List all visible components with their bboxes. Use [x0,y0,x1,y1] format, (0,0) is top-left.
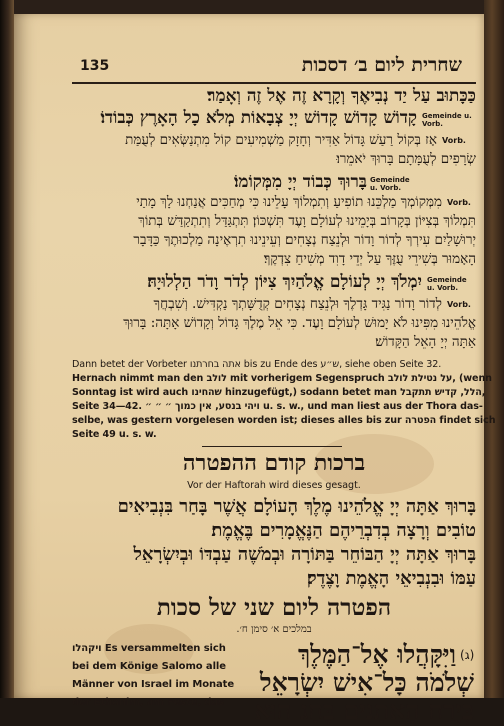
instruction-line: Sonntag ist wird auch שהחינו hinzugefügt,) sodann betet man הלל, קדיש תתקבל, [72,387,486,398]
running-head: שחרית ליום ב׳ דסכות [301,54,462,76]
speaker-label: Vorb. [442,136,466,145]
instruction-line: Seite 49 u. s. w. [72,429,157,440]
speaker-label: Gemeinde u. Vorb. [370,176,410,192]
kedushah-line: בָּרוּךְ כְּבוֹד יְיָ מִמְּקוֹמוֹ׃ [234,172,367,192]
header-rule [72,82,476,84]
page-sheet [14,14,496,725]
kedushah-line: לְדוֹר וָדוֹר נַגִּיד גָּדְלֶךָ וּלְנֵצַח נְצָחִים קְדֻשָּׁתְךָ נַקְדִּישׁ. וְשִׁבְחֲךָ [153,296,442,312]
kedushah-line: כַּכָּתוּב עַל יַד נְבִיאֶךָ וְקָרָא זֶה אֶל זֶה וְאָמַר׃ [207,86,476,106]
blessing-line: עַמּוֹ וּבִנְבִיאֵי הָאֱמֶת וָצֶדֶק׃ [307,568,476,589]
haftarah-hebrew-line: בְּיֶרַח הָאֵתָנִים בֶּחָג הוּא [254,696,474,725]
section-rule [202,446,342,447]
translation-line: der Ethanim, am Feste, das [72,697,224,708]
instruction-line: Hernach nimmt man den לולב mit vorherigem Segenspruch על נטילת לולב, (wenn [72,373,492,384]
blessing-line: טוֹבִים וְרָצָה בְדִבְרֵיהֶם הַנֶּאֱמָרִים בֶּאֱמֶת׃ [211,520,476,541]
haftarah-title: הפטרה ליום שני של סכות [156,594,392,621]
haftarah-hebrew-line: וַיִּקָּהֲלוּ אֶל־הַמֶּלֶךְ [298,640,456,669]
instruction-line: Dann betet der Vorbeter אתה בחרתנו bis zu Ende des ש״ע, siehe oben Seite 32. [72,359,442,370]
translation-line: Männer von Israel im Monate [72,679,235,690]
instruction-line: Seite 34—42. ויהי בנסע, אין כמוך ״ ״ ״ u. s. w., und man liest aus der Thora das- [72,401,483,412]
haftarah-hebrew-line: שְׁלֹמֹה כָּל־אִישׁ יִשְׂרָאֵל [259,668,474,697]
haftarah-source: במלכים א׳ סימן ח׳. [236,624,312,635]
kedushah-line: מִמְּקוֹמְךָ מַלְכֵּנוּ תוֹפִיעַ וְתִמְלוֹךְ עָלֵינוּ כִּי מְחַכִּים אֲנַחְנוּ לָךְ מָתַי [136,194,442,210]
blessing-line: בָּרוּךְ אַתָּה יְיָ אֱלֹהֵינוּ מֶלֶךְ הָעוֹלָם אֲשֶׁר בָּחַר בִּנְבִיאִים [117,496,476,517]
kedushah-line: אָז בְּקוֹל רַעַשׁ גָּדוֹל אַדִּיר וְחָזָק מַשְׁמִיעִים קוֹל מִתְנַשְּׂאִים לְעֻמַּת [125,132,437,148]
translation-line: bei dem Könige Salomo alle [72,661,226,672]
section-title: ברכות קודם ההפטרה [182,450,366,476]
instruction-line: selbe, was gestern vorgelesen worden ist; dieses alles bis zur הפטרה findet sich [72,415,496,426]
kedushah-line: תִּמְלוֹךְ בְּצִיּוֹן בְּקָרוֹב בְּיָמֵינוּ לְעוֹלָם וָעֶד תִּשְׁכּוֹן׃ תִּתְגַּדַּל וְתִתְקַדַּשׁ בְּתוֹךְ [138,213,476,229]
kedushah-line: יִמְלֹךְ יְיָ לְעוֹלָם אֱלֹהַיִךְ צִיּוֹן לְדֹר וָדֹר הַלְלוּיָהּ׃ [147,272,422,292]
speaker-label: Gemeinde u. Vorb. [422,112,472,128]
speaker-label: Vorb. [447,300,471,309]
section-subtitle: Vor der Haftorah wird dieses gesagt. [187,480,361,491]
blessing-line: בָּרוּךְ אַתָּה יְיָ הַבּוֹחֵר בַּתּוֹרָה וּבְמֹשֶׁה עַבְדּוֹ וּבְיִשְׂרָאֵל [133,544,476,565]
kedushah-line: יְרוּשָׁלַיִם עִירְךָ לְדוֹר וָדוֹר וּלְנֵצַח נְצָחִים׃ וְעֵינֵינוּ תִרְאֶינָה מַלְכוּתֶךָ כַּדָּבָר [133,232,476,248]
translation-line: ויקהלו Es versammelten sich [72,643,226,654]
book-gutter [0,0,14,698]
speaker-label: Gemeinde u. Vorb. [427,276,467,292]
kedushah-line: אַתָּה יְיָ הָאֵל הַקָּדוֹשׁ׃ [375,334,476,350]
kedushah-line: שְׂרָפִים לְעֻמָּתָם בָּרוּךְ יֹאמֵרוּ׃ [336,151,476,167]
kedushah-line: הָאָמוּר בְּשִׁירֵי עֻזֶּךָ עַל יְדֵי דָוִד מְשִׁיחַ צִדְקֶךָ׃ [263,251,476,267]
verse-marker: (ג) [460,648,475,662]
page-number: 135 [80,58,110,74]
kedushah-line: אֱלֹהֵינוּ מִפִּינוּ לֹא יָמוּשׁ לְעוֹלָם וָעֶד. כִּי אֵל מֶלֶךְ גָּדוֹל וְקָדוֹשׁ אָתָּה: בָּרוּךְ [123,315,476,331]
kedushah-line: קָדוֹשׁ קָדוֹשׁ קָדוֹשׁ יְיָ צְבָאוֹת מְלֹא כָל הָאָרֶץ כְּבוֹדוֹ׃ [100,108,417,128]
book-cover-edge [484,0,504,698]
speaker-label: Vorb. [447,198,471,207]
